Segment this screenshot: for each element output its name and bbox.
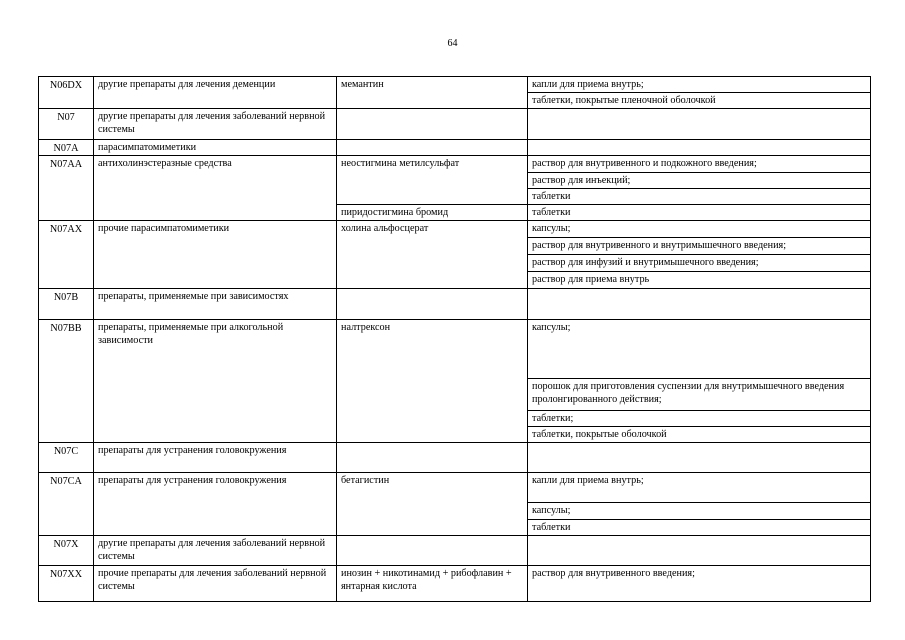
drug-name-cell	[337, 536, 528, 566]
atc-code-cell: N07C	[39, 443, 94, 473]
dosage-form-cell: капли для приема внутрь;	[528, 77, 871, 93]
drug-name-cell: бетагистин	[337, 473, 528, 536]
drug-name-cell: холина альфосцерат	[337, 221, 528, 289]
drug-name-cell	[337, 443, 528, 473]
dosage-form-cell: таблетки;	[528, 411, 871, 427]
table-row	[39, 156, 871, 173]
drug-name-cell: неостигмина метилсульфат	[337, 156, 528, 205]
dosage-form-cell: капсулы;	[528, 221, 871, 238]
atc-code-cell: N07X	[39, 536, 94, 566]
dosage-form-cell: порошок для приготовления суспензии для внутримышечного введения пролонгированного действия;	[528, 379, 871, 411]
dosage-form-cell: капсулы;	[528, 320, 871, 379]
table-row	[39, 566, 871, 602]
group-name-cell: препараты для устранения головокружения	[94, 443, 337, 473]
drug-name-cell	[337, 109, 528, 140]
drug-name-cell: мемантин	[337, 77, 528, 109]
atc-code-cell: N07AA	[39, 156, 94, 221]
atc-code-cell: N07CA	[39, 473, 94, 536]
table-row	[39, 221, 871, 238]
dosage-form-cell: капли для приема внутрь;	[528, 473, 871, 503]
dosage-form-cell: раствор для приема внутрь	[528, 272, 871, 289]
dosage-form-cell	[528, 140, 871, 156]
drug-name-cell	[337, 140, 528, 156]
table-row	[39, 77, 871, 93]
table-row	[39, 536, 871, 566]
dosage-form-cell: раствор для инфузий и внутримышечного введения;	[528, 255, 871, 272]
table-row	[39, 140, 871, 156]
drug-name-cell: инозин + никотинамид + рибофлавин + янтарная кислота	[337, 566, 528, 602]
atc-code-cell: N07XX	[39, 566, 94, 602]
table-row	[39, 109, 871, 140]
atc-code-cell: N07AX	[39, 221, 94, 289]
dosage-form-cell	[528, 536, 871, 566]
drug-table	[38, 76, 871, 602]
dosage-form-cell: таблетки, покрытые оболочкой	[528, 427, 871, 443]
drug-name-cell	[337, 289, 528, 320]
group-name-cell: антихолинэстеразные средства	[94, 156, 337, 221]
group-name-cell: препараты для устранения головокружения	[94, 473, 337, 536]
group-name-cell: парасимпатомиметики	[94, 140, 337, 156]
table-row	[39, 320, 871, 379]
atc-code-cell: N06DX	[39, 77, 94, 109]
dosage-form-cell: раствор для внутривенного и внутримышечного введения;	[528, 238, 871, 255]
atc-code-cell: N07BB	[39, 320, 94, 443]
dosage-form-cell: таблетки	[528, 189, 871, 205]
group-name-cell: препараты, применяемые при зависимостях	[94, 289, 337, 320]
atc-code-cell: N07	[39, 109, 94, 140]
group-name-cell: другие препараты для лечения заболеваний нервной системы	[94, 536, 337, 566]
dosage-form-cell: раствор для внутривенного и подкожного введения;	[528, 156, 871, 173]
table-row	[39, 473, 871, 503]
dosage-form-cell: капсулы;	[528, 503, 871, 520]
dosage-form-cell: таблетки	[528, 205, 871, 221]
dosage-form-cell: таблетки	[528, 520, 871, 536]
group-name-cell: другие препараты для лечения заболеваний нервной системы	[94, 109, 337, 140]
dosage-form-cell	[528, 443, 871, 473]
drug-name-cell: налтрексон	[337, 320, 528, 443]
atc-code-cell: N07A	[39, 140, 94, 156]
table-row	[39, 289, 871, 320]
group-name-cell: препараты, применяемые при алкогольной зависимости	[94, 320, 337, 443]
page-number: 64	[447, 38, 458, 49]
dosage-form-cell: таблетки, покрытые пленочной оболочкой	[528, 93, 871, 109]
dosage-form-cell	[528, 289, 871, 320]
table-row	[39, 443, 871, 473]
dosage-form-cell: раствор для внутривенного введения;	[528, 566, 871, 602]
group-name-cell: прочие парасимпатомиметики	[94, 221, 337, 289]
group-name-cell: другие препараты для лечения деменции	[94, 77, 337, 109]
drug-name-cell: пиридостигмина бромид	[337, 205, 528, 221]
dosage-form-cell: раствор для инъекций;	[528, 173, 871, 189]
dosage-form-cell	[528, 109, 871, 140]
atc-code-cell: N07B	[39, 289, 94, 320]
group-name-cell: прочие препараты для лечения заболеваний нервной системы	[94, 566, 337, 602]
